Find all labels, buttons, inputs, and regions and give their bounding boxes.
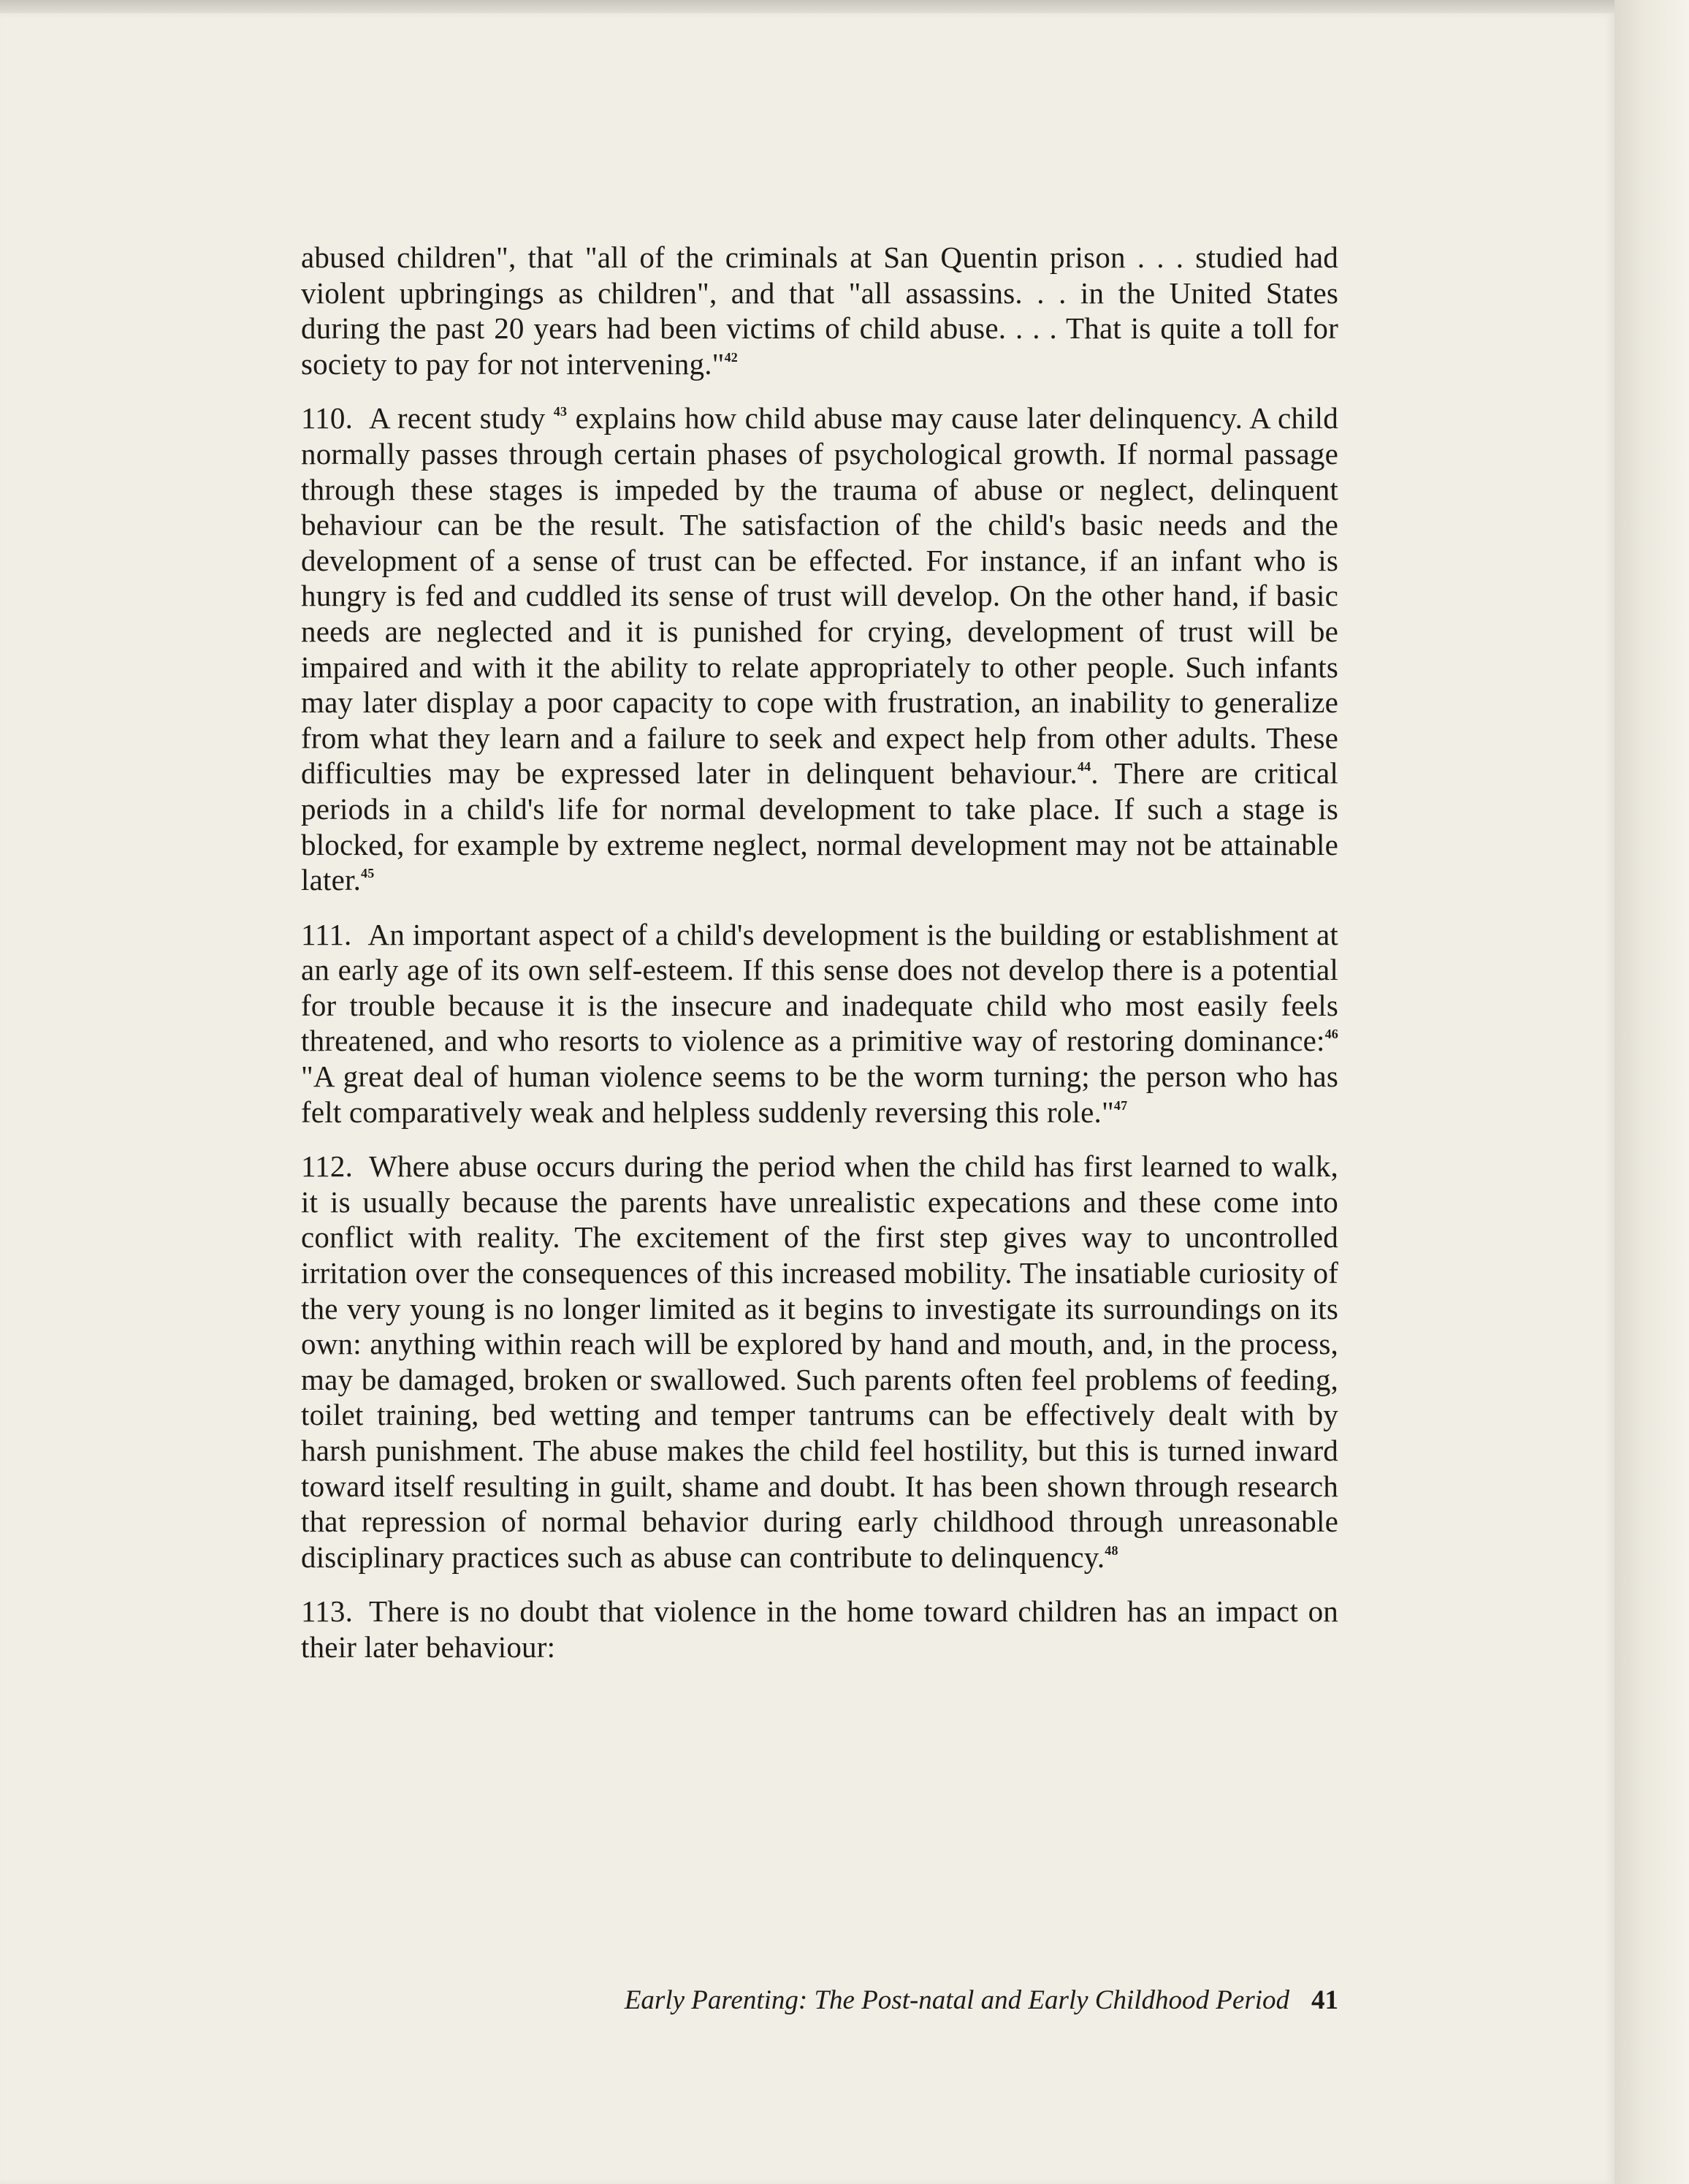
paragraph-number: 110. xyxy=(301,401,354,435)
body-text xyxy=(301,240,1338,1684)
paragraph-text: abused children", that "all of the criminals at San Quentin prison . . . studied had violent upbringings as children", and that "all assassins. . . in the United States during the past 20 years had been victims of child abuse. . . . That is quite a toll for society to pay for not intervening." xyxy=(301,240,1338,381)
scan-right-margin xyxy=(1614,0,1689,2184)
paragraph-111: 111. An important aspect of a child's development is the building or establishment at an early age of its own self-esteem. If this sense does not develop there is a potential for trouble because it is the insecure and inadequate child who most easily feels threatened, and who resorts to violence as a primitive way of restoring dominance:$^{46}$ "A great deal of human violence seems to be the worm turning; the person who has felt comparatively weak and helpless suddenly reversing this role."$^{47}$ xyxy=(301,917,1338,1129)
footnote-ref-43: 43 xyxy=(553,404,568,419)
running-title: Early Parenting: The Post-natal and Early Childhood Period xyxy=(624,1985,1289,2015)
footnote-ref-47: 47 xyxy=(1113,1097,1128,1113)
paragraph-113: 113. There is no doubt that violence in the home toward children has an impact on their later behaviour: xyxy=(301,1594,1338,1664)
footnote-ref-44: 44 xyxy=(1077,759,1091,775)
paragraph-number: 112. xyxy=(301,1149,354,1184)
paragraph-number: 111. xyxy=(301,917,352,951)
footnote-ref-45: 45 xyxy=(361,866,375,881)
paragraph-112: 112. Where abuse occurs during the period when the child has first learned to walk, it is usually because the parents have unrealistic expecations and these come into conflict with reality. The excitement of the first step gives way to uncontrolled irritation over the consequences of this increased mobility. The insatiable curiosity of the very young is no longer limited as it begins to investigate its surroundings on its own: anything within reach will be explored by hand and mouth, and, in the process, may be damaged, broken or swallowed. Such parents often feel problems of feeding, toilet training, bed wetting and temper tantrums can be effectively dealt with by harsh punishment. The abuse makes the child feel hostility, but this is turned inward toward itself resulting in guilt, shame and doubt. It has been shown through research that repression of normal behavior during early childhood through unreasonable disciplinary practices such as abuse can contribute to delinquency.$^{48}$ xyxy=(301,1149,1338,1574)
paragraph-continuation xyxy=(301,240,1338,381)
page-footer xyxy=(301,1985,1338,2016)
paragraph-110: 110. A recent study $^{43}$ explains how child abuse may cause later delinquency. A child normally passes through certain phases of psychological growth. If normal passage through these stages is impeded by the trauma of abuse or neglect, delinquent behaviour can be the result. The satisfaction of the child's basic needs and the development of a sense of trust can be effected. For instance, if an infant who is hungry is fed and cuddled its sense of trust will develop. On the other hand, if basic needs are neglected and it is punished for crying, development of trust will be impaired and with it the ability to relate appropriately to other people. Such infants may later display a poor capacity to cope with frustration, an inability to generalize from what they learn and a failure to seek and expect help from other adults. These difficulties may be expressed later in delinquent behaviour.$^{44}$. There are critical periods in a child's life for normal development to take place. If such a stage is blocked, for example by extreme neglect, normal development may not be attainable later.$^{45}$ xyxy=(301,401,1338,897)
footnote-ref-48: 48 xyxy=(1105,1542,1118,1558)
footnote-ref-42: 42 xyxy=(724,349,738,365)
paragraph-number: 113. xyxy=(301,1594,354,1629)
footnote-ref-46: 46 xyxy=(1324,1027,1338,1042)
page-number: 41 xyxy=(1311,1985,1338,2015)
